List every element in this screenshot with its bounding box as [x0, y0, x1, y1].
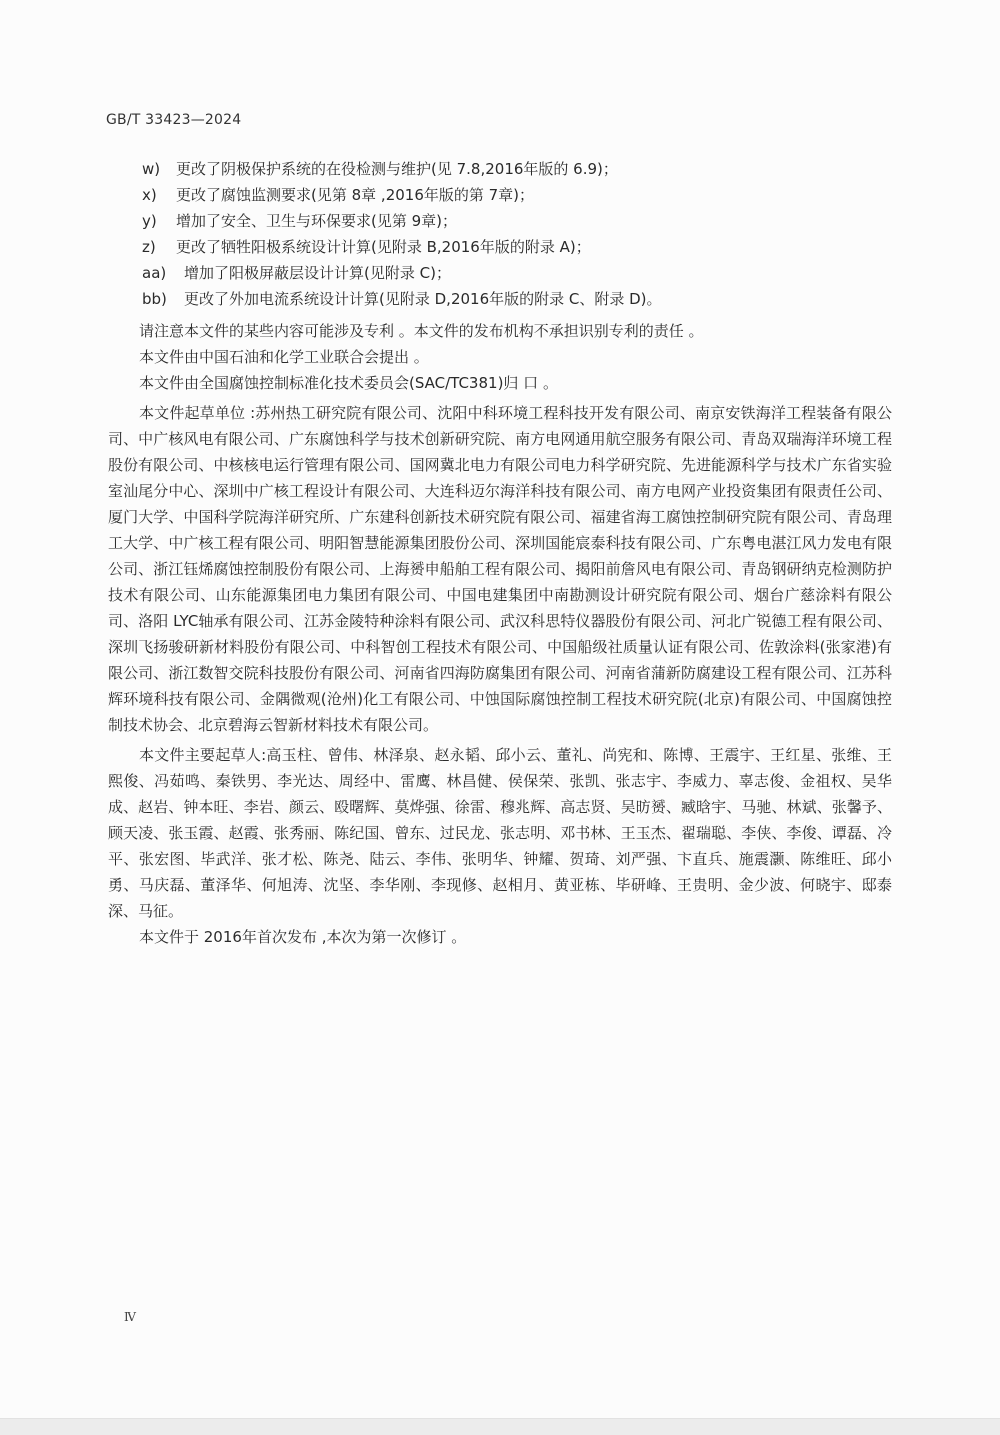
list-item: [142, 260, 922, 286]
drafters-paragraph: 本文件主要起草人:高玉柱、曾伟、林泽泉、赵永韬、邱小云、董礼、尚宪和、陈博、王震宇、王红星、张维、王熙俊、冯茹鸣、秦铁男、李光达、周经中、雷鹰、林昌健、侯保荣、张凯、张志宇、李威力、辜志俊、金祖权、吴华成、赵岩、钟本旺、李岩、颜云、殴曙辉、莫烨强、徐雷、穆兆辉、高志贤、吴昉赟、臧晗宇、马驰、林斌、张馨予、顾天凌、张玉霞、赵霞、张秀丽、陈纪国、曾东、过民龙、张志明、邓书林、王玉杰、翟瑞聪、李侠、李俊、谭磊、冷平、张宏图、毕武洋、张才松、陈尧、陆云、李伟、张明华、钟耀、贺琦、刘严强、卞直兵、施震灏、陈维旺、邱小勇、马庆磊、董泽华、何旭涛、沈坚、李华刚、李现修、赵相月、黄亚栋、毕研峰、王贵明、金少波、何晓宇、邸泰深、马征。: [108, 746, 892, 920]
list-item: [142, 208, 922, 234]
publication-history: 本文件于 2016年首次发布 ,本次为第一次修订 。: [139, 928, 467, 946]
list-item-mark: z): [142, 238, 156, 256]
list-item-text: 增加了阳极屏蔽层设计计算(见附录 C)；: [184, 264, 451, 282]
list-item-text: 增加了安全、卫生与环保要求(见第 9章)；: [176, 212, 458, 230]
viewer-bottom-strip: [0, 1418, 1000, 1435]
list-item-mark: x): [142, 186, 157, 204]
list-item-mark: y): [142, 212, 157, 230]
list-item: [142, 156, 922, 182]
document-number: GB/T 33423—2024: [106, 112, 242, 128]
foreword-body: [108, 318, 892, 950]
list-item-text: 更改了腐蚀监测要求(见第 8章 ,2016年版的第 7章)；: [176, 186, 535, 204]
list-item-mark: bb): [142, 290, 167, 308]
page-number: Ⅳ: [124, 1310, 136, 1324]
committee-statement: 本文件由全国腐蚀控制标准化技术委员会(SAC/TC381)归 口 。: [139, 374, 558, 392]
drafting-units-paragraph: 本文件起草单位 :苏州热工研究院有限公司、沈阳中科环境工程科技开发有限公司、南京安铁海洋工程装备有限公司、中广核风电有限公司、广东腐蚀科学与技术创新研究院、南方电网通用航空服务有限公司、青岛双瑞海洋环境工程股份有限公司、中核核电运行管理有限公司、国网冀北电力有限公司电力科学研究院、先进能源科学与技术广东省实验室汕尾分中心、深圳中广核工程设计有限公司、大连科迈尔海洋科技有限公司、南方电网产业投资集团有限责任公司、厦门大学、中国科学院海洋研究所、广东建科创新技术研究院有限公司、福建省海工腐蚀控制研究院有限公司、青岛理工大学、中广核工程有限公司、明阳智慧能源集团股份公司、深圳国能宸泰科技有限公司、广东粤电湛江风力发电有限公司、浙江钰烯腐蚀控制股份有限公司、上海赟申船舶工程有限公司、揭阳前詹风电有限公司、青岛钢研纳克检测防护技术有限公司、山东能源集团电力集团有限公司、中国电建集团中南勘测设计研究院有限公司、烟台广慈涂料有限公司、洛阳 LYC轴承有限公司、江苏金陵特种涂料有限公司、武汉科思特仪器股份有限公司、河北广锐德工程有限公司、深圳飞扬骏研新材料股份有限公司、中科智创工程技术有限公司、中国船级社质量认证有限公司、佐敦涂料(张家港)有限公司、浙江数智交院科技股份有限公司、河南省四海防腐集团有限公司、河南省蒲新防腐建设工程有限公司、江苏科辉环境科技有限公司、金隅微观(沧州)化工有限公司、中蚀国际腐蚀控制工程技术研究院(北京)有限公司、中国腐蚀控制技术协会、北京碧海云智新材料技术有限公司。: [108, 404, 892, 734]
patent-notice: 请注意本文件的某些内容可能涉及专利 。本文件的发布机构不承担识别专利的责任 。: [139, 322, 704, 340]
changes-list: [142, 156, 922, 312]
list-item: [142, 234, 922, 260]
list-item-text: 更改了外加电流系统设计计算(见附录 D,2016年版的附录 C、附录 D)。: [184, 290, 662, 308]
proposer-statement: 本文件由中国石油和化学工业联合会提出 。: [139, 348, 429, 366]
list-item-mark: aa): [142, 264, 167, 282]
list-item: [142, 182, 922, 208]
list-item-mark: w): [142, 160, 161, 178]
list-item-text: 更改了阴极保护系统的在役检测与维护(见 7.8,2016年版的 6.9)；: [176, 160, 618, 178]
list-item-text: 更改了牺牲阳极系统设计计算(见附录 B,2016年版的附录 A)；: [176, 238, 591, 256]
list-item: [142, 286, 922, 312]
